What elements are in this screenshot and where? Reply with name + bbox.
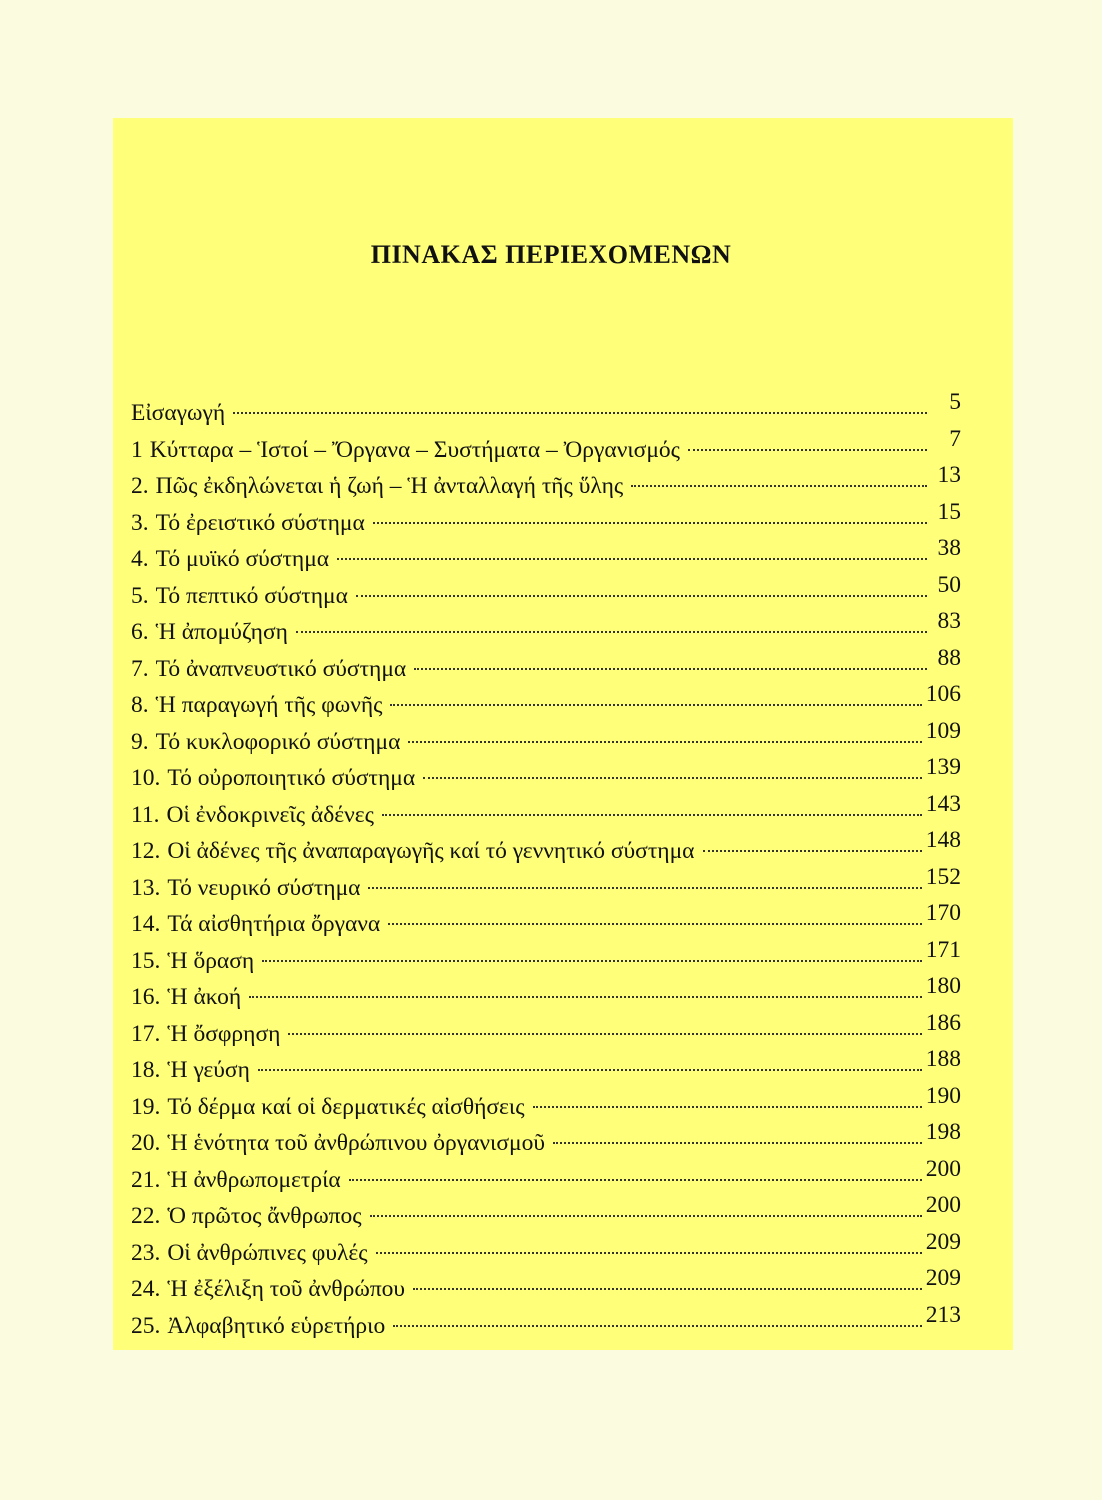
- chapter-number: 16.: [131, 984, 161, 1010]
- dot-leader: [414, 668, 927, 670]
- chapter-number: 8.: [131, 692, 149, 718]
- toc-entry: [131, 389, 961, 432]
- dot-leader: [288, 1033, 921, 1035]
- chapter-number: 3.: [131, 509, 149, 536]
- chapter-number: 10.: [131, 765, 161, 791]
- chapter-number: 17.: [131, 1020, 161, 1047]
- chapter-title: Πῶς ἐκδηλώνεται ἡ ζωή – Ἡ ἀνταλλαγή τῆς ὕλης: [155, 473, 624, 499]
- chapter-title: Τό ἀναπνευστικό σύστημα: [155, 655, 407, 682]
- chapter-title: Ἡ γεύση: [167, 1057, 250, 1083]
- dot-leader: [262, 960, 922, 962]
- page-number: 209: [925, 1265, 961, 1291]
- chapter-number: 9.: [131, 728, 149, 755]
- chapter-title: Οἱ ἐνδοκρινεῖς ἀδένες: [166, 801, 374, 828]
- dot-leader: [249, 996, 922, 998]
- table-of-contents: [131, 389, 961, 1344]
- toc-entry: [131, 1009, 961, 1053]
- dot-leader: [423, 777, 922, 779]
- chapter-number: 12.: [131, 838, 161, 864]
- chapter-title: Τά αἰσθητήρια ὄργανα: [167, 911, 381, 937]
- toc-entry: [131, 900, 961, 943]
- chapter-title: Ἡ ἑνότητα τοῦ ἀνθρώπινου ὀργανισμοῦ: [167, 1130, 545, 1156]
- toc-entry: [131, 425, 961, 469]
- dot-leader: [688, 449, 927, 451]
- dot-leader: [373, 522, 927, 524]
- toc-entry: [131, 1265, 961, 1308]
- dot-leader: [703, 850, 922, 852]
- chapter-number: 6.: [131, 619, 149, 645]
- toc-entry: [131, 1046, 961, 1089]
- toc-entry: [131, 1155, 961, 1199]
- page-title: ΠΙΝΑΚΑΣ ΠΕΡΙΕΧΟΜΕΝΩΝ: [370, 240, 732, 269]
- page-number: 50: [937, 571, 961, 598]
- chapter-number: 25.: [131, 1312, 161, 1339]
- chapter-title: Ἡ ἐξέλιξη τοῦ ἀνθρώπου: [167, 1276, 406, 1302]
- dot-leader: [370, 1215, 922, 1217]
- page-number: 143: [925, 790, 961, 817]
- toc-entry: [131, 936, 961, 980]
- dot-leader: [390, 704, 921, 706]
- page-number: 200: [925, 1192, 961, 1218]
- chapter-title: Τό κυκλοφορικό σύστημα: [155, 728, 401, 755]
- chapter-title: Τό ἐρειστικό σύστημα: [155, 509, 365, 536]
- chapter-title: Οἱ ἀδένες τῆς ἀναπαραγωγῆς καί τό γεννητικό σύστημα: [167, 838, 695, 864]
- toc-entry: [131, 827, 961, 870]
- chapter-title: Ἡ ἀπομύζηση: [155, 619, 288, 645]
- chapter-number: 24.: [131, 1276, 161, 1302]
- dot-leader: [388, 923, 922, 925]
- page-number: 180: [925, 973, 961, 999]
- page-number: 148: [925, 827, 961, 853]
- dot-leader: [337, 558, 927, 560]
- page-number: 200: [925, 1155, 961, 1182]
- toc-entry: [131, 1082, 961, 1126]
- dot-leader: [393, 1325, 922, 1327]
- page-number: 88: [937, 644, 961, 671]
- chapter-title: Τό πεπτικό σύστημα: [155, 582, 348, 609]
- toc-entry: [131, 790, 961, 834]
- dot-leader: [382, 814, 922, 816]
- dot-leader: [376, 1252, 922, 1254]
- dot-leader: [368, 887, 921, 889]
- toc-entry: [131, 462, 961, 505]
- page-number: 83: [937, 608, 961, 634]
- chapter-title: Εἰσαγωγή: [131, 400, 226, 426]
- chapter-title: Τό οὐροποιητικό σύστημα: [167, 765, 416, 791]
- chapter-title: Κύτταρα – Ἱστοί – Ὄργανα – Συστήματα – Ὀργανισμός: [149, 436, 680, 463]
- toc-entry: [131, 644, 961, 688]
- chapter-number: 5.: [131, 582, 149, 609]
- chapter-number: 20.: [131, 1130, 161, 1156]
- chapter-number: 11.: [131, 801, 160, 828]
- chapter-number: 15.: [131, 947, 161, 974]
- page-number: 109: [925, 717, 961, 744]
- chapter-title: Τό δέρμα καί οἱ δερματικές αἰσθήσεις: [167, 1093, 525, 1120]
- chapter-number: 22.: [131, 1203, 161, 1229]
- dot-leader: [631, 485, 927, 487]
- page-number: 198: [925, 1119, 961, 1145]
- chapter-number: 23.: [131, 1239, 161, 1266]
- toc-entry: [131, 571, 961, 615]
- chapter-title: Τό νευρικό σύστημα: [167, 874, 361, 901]
- chapter-number: 2.: [131, 473, 149, 499]
- chapter-number: 18.: [131, 1057, 161, 1083]
- dot-leader: [258, 1069, 922, 1071]
- toc-entry: [131, 717, 961, 761]
- dot-leader: [408, 741, 921, 743]
- toc-entry: [131, 681, 961, 724]
- toc-entry: [131, 863, 961, 907]
- toc-entry: [131, 1301, 961, 1345]
- page-number: 213: [925, 1301, 961, 1328]
- chapter-title: Ἡ ἀνθρωπομετρία: [167, 1166, 341, 1193]
- page-number: 7: [949, 425, 961, 452]
- page-number: 5: [949, 389, 961, 415]
- chapter-title: Ἡ ὅραση: [167, 947, 255, 974]
- dot-leader: [413, 1288, 922, 1290]
- chapter-title: Ἡ ἀκοή: [167, 984, 242, 1010]
- page-number: 190: [925, 1082, 961, 1109]
- chapter-title: Ἀλφαβητικό εὑρετήριο: [167, 1312, 386, 1339]
- chapter-number: 1: [131, 436, 143, 463]
- page-number: 152: [925, 863, 961, 890]
- chapter-title: Ὁ πρῶτος ἄνθρωπος: [167, 1203, 362, 1229]
- dot-leader: [553, 1142, 922, 1144]
- toc-entry: [131, 754, 961, 797]
- toc-entry: [131, 498, 961, 542]
- chapter-number: 4.: [131, 546, 149, 572]
- dot-leader: [349, 1179, 922, 1181]
- page-number: 170: [925, 900, 961, 926]
- page-number: 15: [937, 498, 961, 525]
- dot-leader: [356, 595, 927, 597]
- page-number: 38: [937, 535, 961, 561]
- chapter-number: 14.: [131, 911, 161, 937]
- page-number: 186: [925, 1009, 961, 1036]
- dot-leader: [533, 1106, 922, 1108]
- toc-entry: [131, 535, 961, 578]
- chapter-number: 21.: [131, 1166, 161, 1193]
- page-number: 139: [925, 754, 961, 780]
- dot-leader: [233, 412, 927, 414]
- dot-leader: [296, 631, 927, 633]
- toc-entry: [131, 1119, 961, 1162]
- chapter-title: Τό μυϊκό σύστημα: [155, 546, 330, 572]
- page-number: 106: [925, 681, 961, 707]
- page-number: 209: [925, 1228, 961, 1255]
- page-number: 13: [937, 462, 961, 488]
- page-number: 171: [925, 936, 961, 963]
- toc-entry: [131, 608, 961, 651]
- toc-entry: [131, 1228, 961, 1272]
- page-number: 188: [925, 1046, 961, 1072]
- chapter-title: Ἡ ὄσφρηση: [167, 1020, 281, 1047]
- chapter-number: 19.: [131, 1093, 161, 1120]
- chapter-title: Οἱ ἀνθρώπινες φυλές: [167, 1239, 368, 1266]
- chapter-title: Ἡ παραγωγή τῆς φωνῆς: [155, 692, 383, 718]
- toc-entry: [131, 1192, 961, 1235]
- chapter-number: 7.: [131, 655, 149, 682]
- chapter-number: 13.: [131, 874, 161, 901]
- toc-entry: [131, 973, 961, 1016]
